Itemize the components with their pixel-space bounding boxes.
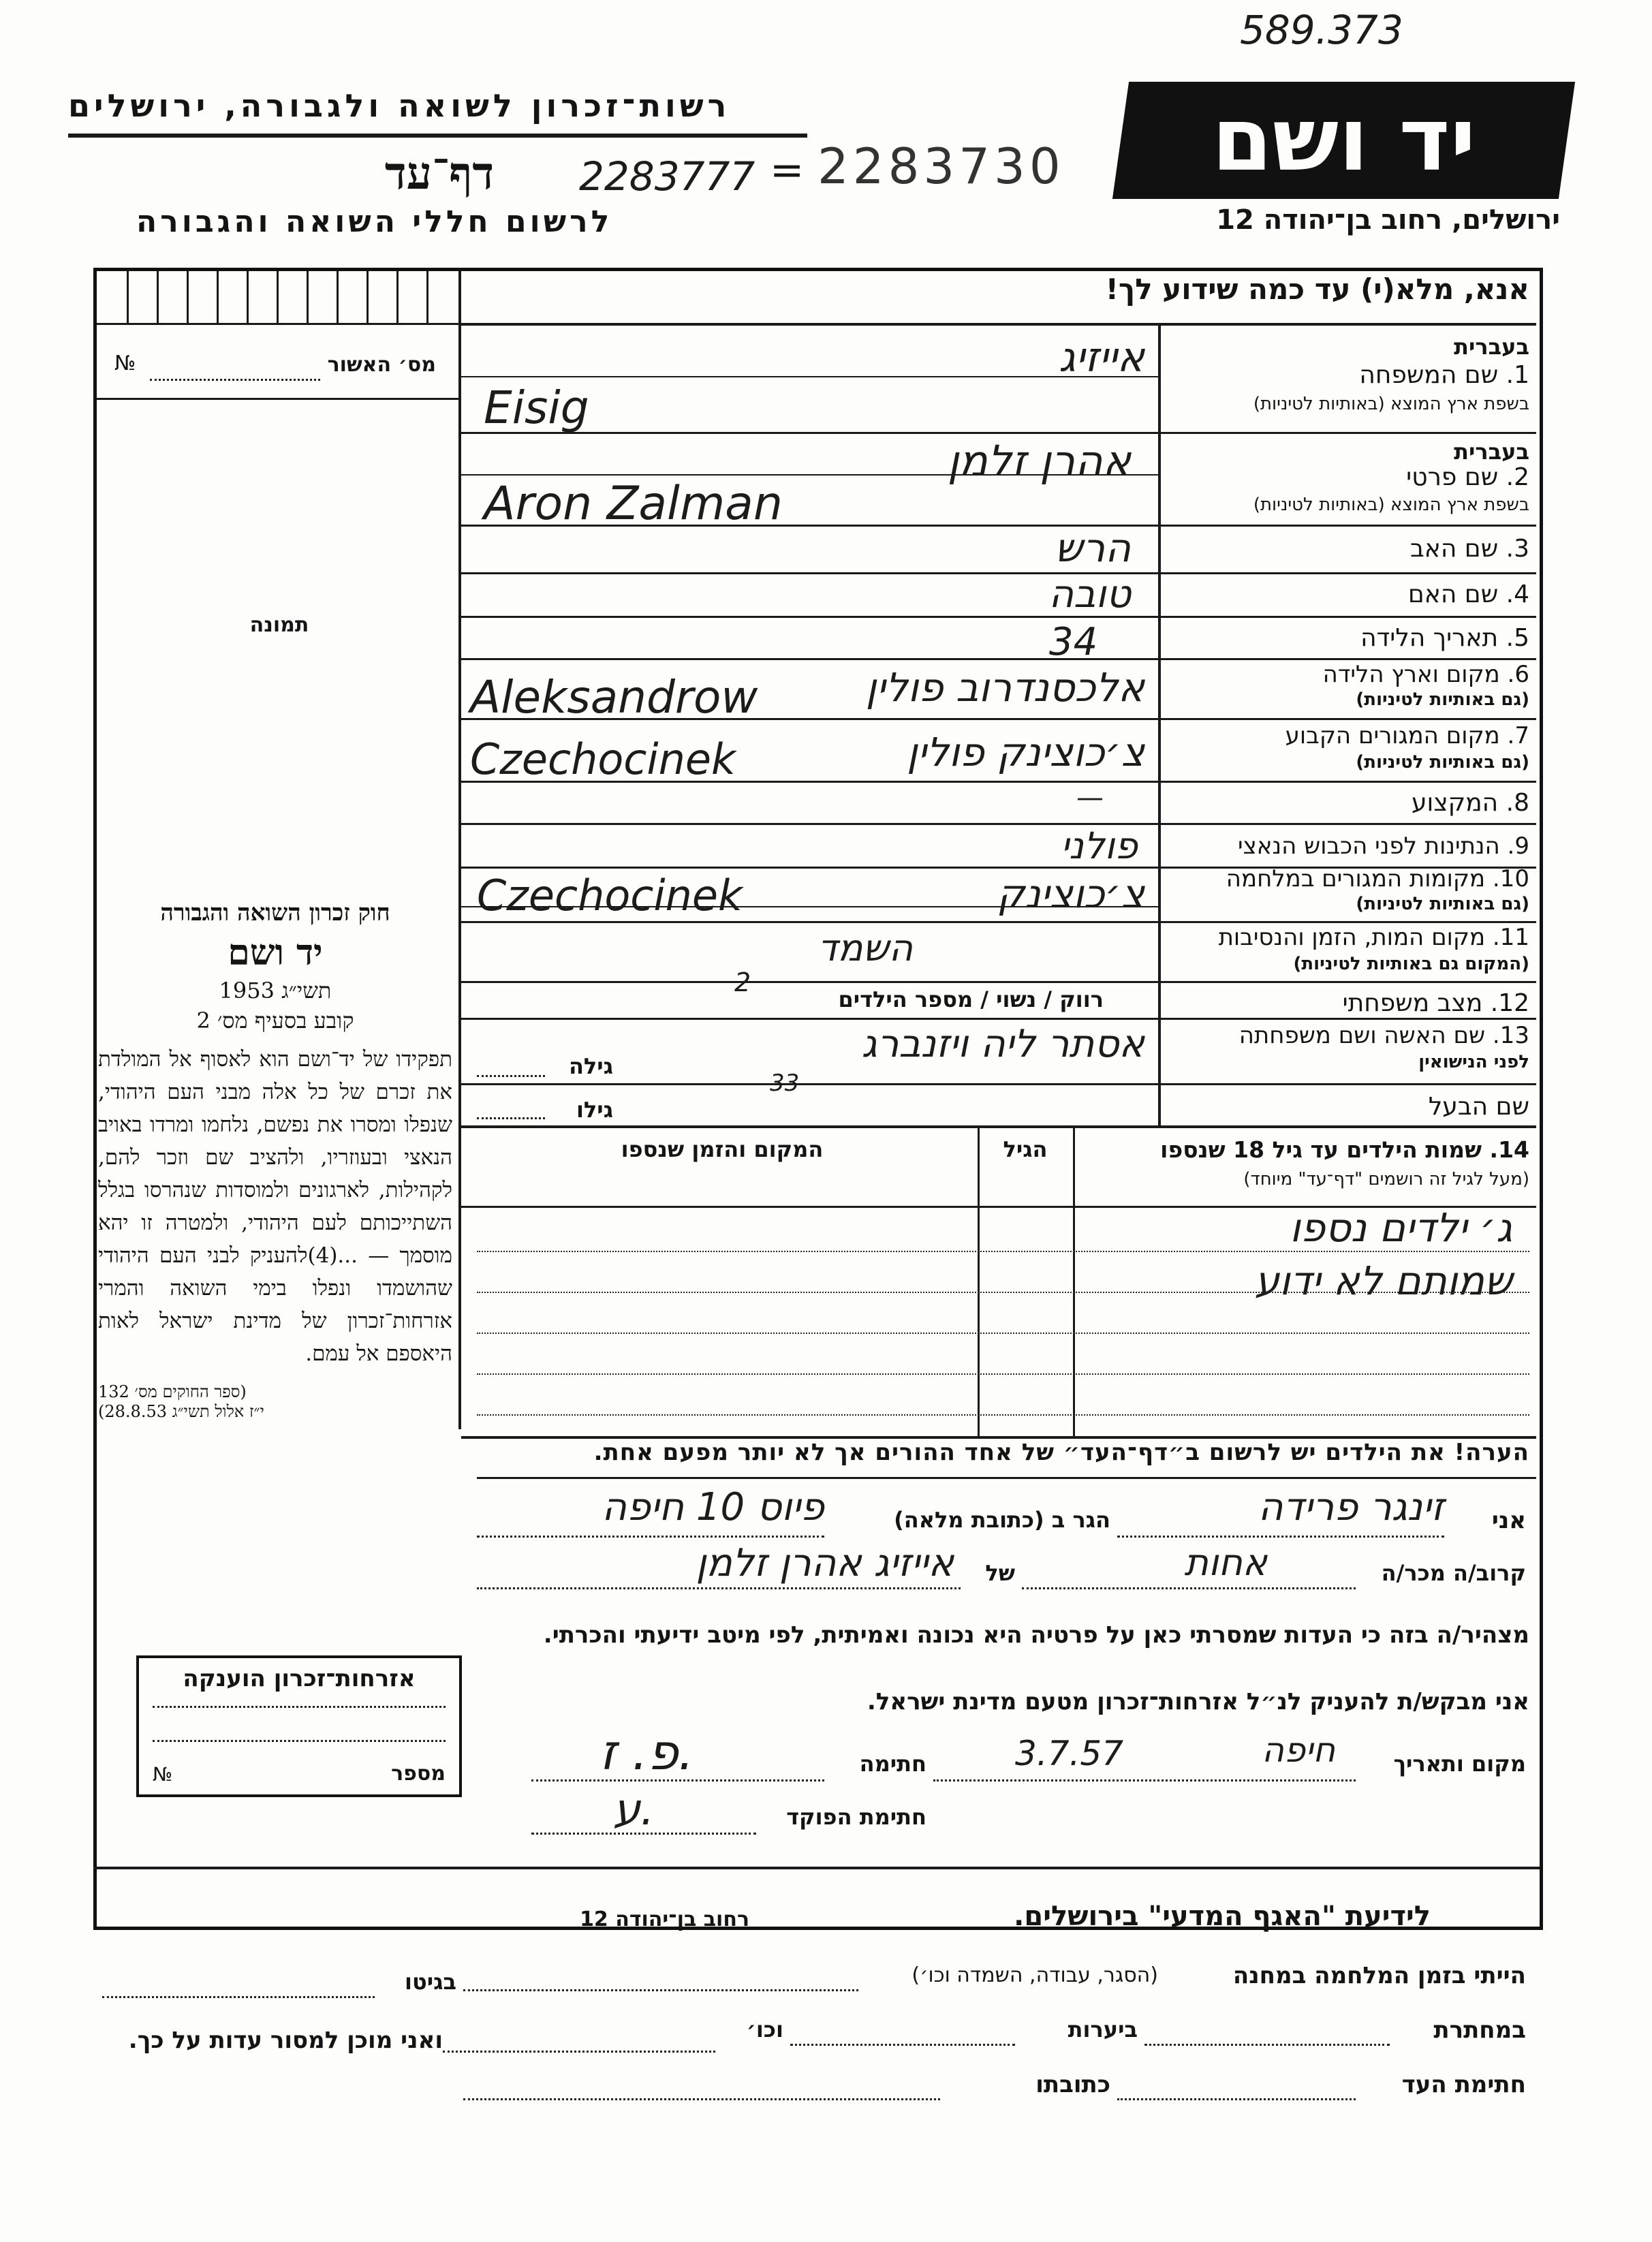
decl-i-label: אני [1491, 1507, 1526, 1534]
law-section-ref: קובע בסעיף מס׳ 2 [196, 1008, 354, 1033]
value-residence-hebrew: צ׳כוצינק פולין [907, 729, 1144, 775]
decl-of-label: של [985, 1560, 1015, 1586]
decl-lives-label: הגר ב (כתובת מלאה) [894, 1507, 1110, 1533]
stamp-box-title: אזרחות־זכרון הוענקה [183, 1665, 416, 1692]
footer-ghetto: בגיטו [405, 1969, 456, 1995]
value-profession: — [1076, 782, 1104, 813]
law-year: תשי״ג 1953 [219, 978, 332, 1003]
label-mother: 4. שם האם [1407, 580, 1529, 608]
label-birth-place: 6. מקום וארץ הלידה [1322, 661, 1529, 688]
label-firstname-hebrew: בעברית [1454, 439, 1529, 465]
approval-no-mark: № [114, 352, 136, 375]
decl-witness-name: זינגר פרידה [1258, 1485, 1444, 1529]
label-wife: 13. שם האשה ושם משפחתה [1238, 1022, 1529, 1049]
citizenship-stamp-box [136, 1655, 462, 1797]
footer-to: לידיעת "האגף המדעי" בירושלים. [1014, 1901, 1431, 1932]
photo-label: תמונה [249, 613, 309, 637]
instruction: אנא, מלא(י) עד כמה שידוע לך! [1105, 273, 1529, 306]
label-birth-date: 5. תאריך הלידה [1360, 624, 1529, 652]
form-title: דף־עד [384, 146, 495, 200]
law-name: יד ושם [228, 932, 323, 974]
footer-forest: ביערות [1067, 2017, 1138, 2042]
decl-request: אני מבקש/ת להעניק לנ״ל אזרחות־זכרון מטעם מדינת ישראל. [867, 1688, 1529, 1715]
label-surname: 1. שם המשפחה [1359, 361, 1529, 389]
decl-signature-label: חתימה [859, 1751, 926, 1777]
stamped-id: 2283730 [817, 138, 1065, 195]
value-wife-name: אסתר ליה ויזנברג [861, 1022, 1144, 1066]
footer-camp: הייתי בזמן המלחמה במחנה [1232, 1962, 1526, 1989]
label-husband: שם הבעל [1428, 1093, 1529, 1121]
value-surname-hebrew: אייזיג [1059, 334, 1144, 382]
label-firstname-sub: בשפת ארץ המוצא (באותיות לטיניות) [1253, 495, 1529, 515]
value-father: הרש [1055, 525, 1131, 571]
label-profession: 8. המקצוע [1411, 789, 1529, 817]
footer-camp-options: (הסגר, עבודה, השמדה וכו׳) [911, 1963, 1158, 1987]
value-children-count: 2 [734, 967, 751, 997]
logo-text: יד ושם [1211, 89, 1476, 191]
decl-of-name: אייזיג אהרן זלמן [696, 1541, 954, 1585]
label-wartime-residence-sub: (גם באותיות לטיניות) [1356, 894, 1529, 914]
label-family-status: 12. מצב משפחתי [1342, 989, 1529, 1017]
decl-signature: פ. ז. [599, 1724, 694, 1781]
stamp-box-number-label: מספר [391, 1762, 446, 1786]
decl-place: חיפה [1262, 1730, 1335, 1770]
label-death: 11. מקום המות, הזמן והנסיבות [1218, 924, 1529, 951]
archive-ref-number: 589.373 [1240, 7, 1403, 53]
family-status-options: רווק / נשוי / מספר הילדים [838, 986, 1104, 1012]
wife-age-label: גילה [568, 1053, 613, 1079]
law-text: תפקידו של יד־ושם הוא לאסוף אל המולדת את זכרם של כל אלה מבני העם היהודי, שנפלו ומסרו את נפשם, נלחמו ומרדו באויב הנאצי ובעוזריו, ולהציב שם וזכר להם, לקהילות, לארגונים ולמוסדות שנהרסו בגלל השתייכותם לעם היהודי, ולמטרה זו יהא מוסמך — ...(4)להעניק לבני העם היהודי שהושמדו ונפלו בימי השואה והמרי אזרחות־זכרון של מדינת ישראל לאות היאספם אל עמם. [98, 1047, 452, 1366]
value-firstname-hebrew: אהרן זלמן [947, 436, 1131, 486]
label-wartime-residence: 10. מקומות המגורים במלחמה [1226, 865, 1529, 892]
label-children-sub: (מעל לגיל זה רושמים "דף־עד" מיוחד) [1243, 1169, 1529, 1189]
footer-address: רחוב בן־יהודה 12 [580, 1908, 749, 1931]
husband-age-label: גילו [576, 1097, 613, 1123]
value-death: השמד [817, 927, 913, 969]
value-child-2: שמותם לא ידוע [1254, 1258, 1512, 1304]
law-ref-2: י״ז אלול תשי״ג 28.8.53) [98, 1402, 264, 1421]
value-residence-latin: Czechocinek [470, 734, 736, 784]
value-mother: טובה [1048, 572, 1131, 617]
value-birth-place-latin: Aleksandrow [470, 671, 758, 723]
value-firstname-latin: Aron Zalman [484, 477, 783, 531]
label-children: 14. שמות הילדים עד גיל 18 שנספו [1160, 1136, 1529, 1163]
header-address: ירושלים, רחוב בן־יהודה 12 [1216, 204, 1560, 236]
label-wife-sub: לפני הנישואין [1418, 1052, 1529, 1072]
note: הערה! את הילדים יש לרשום ב״דף־העד״ של אחד ההורים אך לא יותר מפעם אחת. [593, 1439, 1529, 1466]
label-death-sub: (המקום גם באותיות לטיניות) [1293, 954, 1529, 974]
col-age: הגיל [1003, 1136, 1048, 1162]
label-residence-sub: (גם באותיות לטיניות) [1356, 752, 1529, 773]
value-citizenship: פולני [1061, 824, 1138, 867]
value-wife-age: 33 [770, 1070, 800, 1097]
label-surname-sub: בשפת ארץ המוצא (באותיות לטיניות) [1253, 394, 1529, 414]
value-surname-latin: Eisig [484, 382, 589, 434]
law-ref-1: (ספר החוקים מס׳ 132 [98, 1382, 247, 1401]
footer-witness-address: כתובתו [1035, 2071, 1110, 2098]
label-birth-place-sub: (גם באותיות לטיניות) [1356, 689, 1529, 710]
label-father: 3. שם האב [1409, 535, 1529, 563]
label-surname-hebrew: בעברית [1454, 334, 1529, 360]
law-title: חוק זכרון השואה והגבורה [160, 899, 390, 927]
value-birth-date: 34 [1049, 620, 1098, 664]
decl-relation: אחות [1184, 1541, 1267, 1584]
law-section [98, 899, 452, 1422]
handwritten-id: 2283777 [579, 153, 755, 200]
decl-place-date-label: מקום ותאריך [1393, 1751, 1526, 1777]
label-firstname: 2. שם פרטי [1406, 463, 1529, 491]
decl-relation-label: קרוב/ה מכר/ה [1381, 1560, 1526, 1586]
decl-statement: מצהיר/ה בזה כי העדות שמסרתי כאן על פרטיה היא נכונה ואמיתית, לפי מיטב ידיעתי והכרתי. [543, 1621, 1529, 1649]
id-equals: = [770, 146, 805, 194]
decl-date: 3.7.57 [1015, 1734, 1124, 1773]
label-residence: 7. מקום המגורים הקבוע [1285, 722, 1529, 749]
decl-address: פיוס 10 חיפה [602, 1485, 824, 1529]
decl-official-signature: ע. [613, 1785, 655, 1835]
value-wartime-latin: Czechocinek [477, 871, 743, 920]
value-child-1: ג׳ ילדים נספו [1290, 1204, 1512, 1251]
approval-label: מס׳ האשור [327, 353, 436, 377]
footer-witness-signature: חתימת העד [1401, 2071, 1526, 2098]
value-birth-place-hebrew: אלכסנדרוב פולין [865, 664, 1144, 711]
footer-etc: וכו׳ [746, 2017, 783, 2042]
stamp-box-no-mark: № [153, 1763, 173, 1786]
label-citizenship: 9. הנתינות לפני הכבוש הנאצי [1238, 832, 1529, 860]
org-line: רשות־זכרון לשואה ולגבורה, ירושלים [68, 87, 731, 124]
footer-underground: במחתרת [1433, 2017, 1526, 2044]
value-wartime-hebrew: צ׳כוצינק [997, 871, 1144, 917]
col-place-time: המקום והזמן שנספו [621, 1136, 824, 1162]
yad-vashem-logo [1112, 82, 1575, 199]
form-subtitle: לרשום חללי השואה והגבורה [136, 204, 613, 239]
decl-official-label: חתימת הפוקד [786, 1804, 926, 1830]
footer-ready: ואני מוכן למסור עדות על כך. [128, 2027, 443, 2054]
